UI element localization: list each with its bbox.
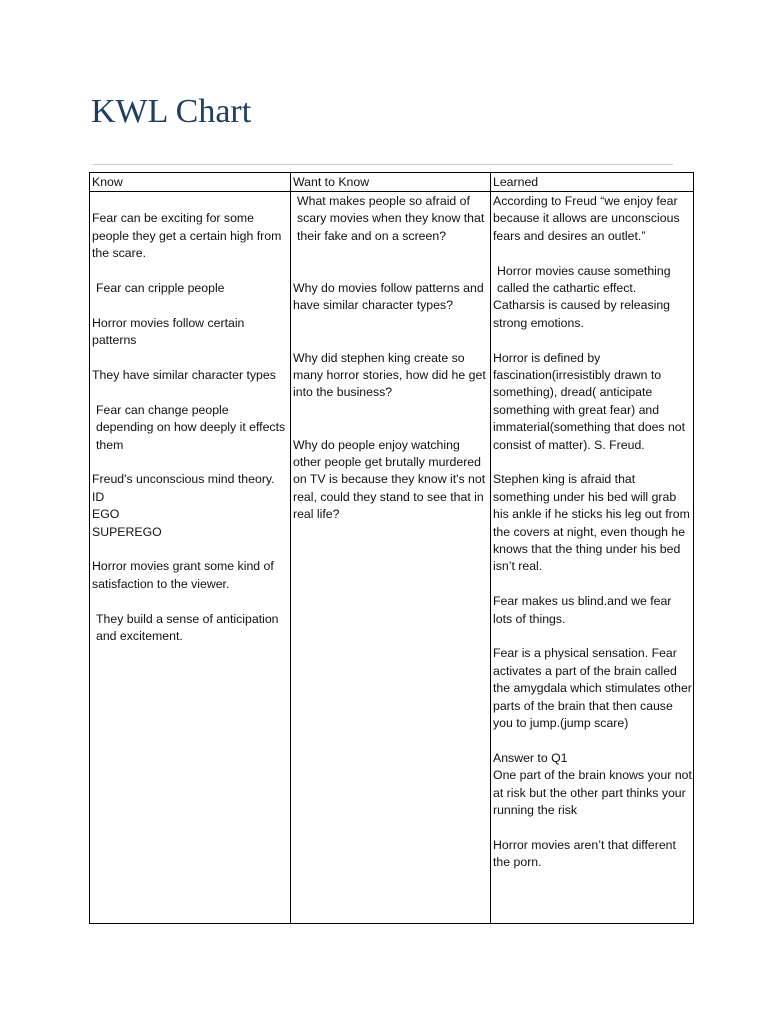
- know-item-freud: [92, 471, 289, 541]
- learned-item: Horror movies cause something called the cathartic effect.: [497, 263, 671, 296]
- know-item: Horror movies grant some kind of satisfaction to the viewer.: [92, 559, 274, 591]
- learned-item: Fear is a physical sensation. Fear activates a part of the brain called the amygdala which stimulates other parts of the brain that then cause you to jump.(jump scare): [493, 646, 692, 731]
- table-header-row: [90, 173, 694, 192]
- know-item: Freud's unconscious mind theory.: [92, 472, 275, 487]
- header-learned: Learned: [491, 173, 694, 192]
- learned-cell: [491, 192, 694, 924]
- learned-item: Fear makes us blind.and we fear lots of things.: [493, 594, 672, 626]
- want-to-know-cell: [291, 192, 491, 924]
- title-divider: [93, 164, 673, 165]
- want-item: Why do movies follow patterns and have similar character types?: [293, 281, 484, 313]
- know-item: Fear can cripple people: [96, 281, 225, 295]
- know-item: EGO: [92, 507, 120, 522]
- learned-item-catharsis: [493, 263, 692, 333]
- learned-item: Horror is defined by fascination(irresistibly drawn to something), dread( anticipate something with great fear) and immaterial(something that does not consist of matter). S. Freud.: [493, 350, 686, 452]
- know-item: Horror movies follow certain patterns: [92, 315, 245, 348]
- know-item: They have similar character types: [92, 368, 276, 382]
- learned-item: One part of the brain knows your not at risk but the other part thinks your running the risk: [493, 768, 692, 818]
- know-item: Fear can be exciting for some people they get a certain high from the scare.: [92, 211, 282, 261]
- know-item: Fear can change people depending on how deeply it effects them: [96, 402, 286, 452]
- know-item: They build a sense of anticipation and excitement.: [96, 611, 279, 644]
- learned-item: Horror movies aren’t that different the porn.: [493, 837, 676, 870]
- kwl-table: [89, 172, 694, 924]
- learned-item: According to Freud “we enjoy fear because it allows are unconscious fears and desires an outlet.”: [493, 194, 680, 243]
- table-body-row: [90, 192, 694, 924]
- header-want-to-know: Want to Know: [291, 173, 491, 192]
- know-cell: [90, 192, 291, 924]
- want-item: What makes people so afraid of scary movies when they know that their fake and on a screen?: [297, 194, 485, 243]
- want-item: Why did stephen king create so many horror stories, how did he get into the business?: [293, 350, 486, 400]
- know-item: SUPEREGO: [92, 524, 162, 539]
- header-know: Know: [90, 173, 291, 192]
- learned-item: Catharsis is caused by releasing strong emotions.: [493, 298, 671, 330]
- learned-item: Stephen king is afraid that something under his bed will grab his ankle if he sticks his leg out from the covers at night, even though he knows that the thing under his bed isn’t real.: [493, 472, 690, 574]
- learned-item-answer: [493, 750, 692, 820]
- page-title: KWL Chart: [91, 93, 252, 130]
- learned-item: Answer to Q1: [493, 750, 568, 765]
- know-item: ID: [92, 489, 105, 504]
- want-item: Why do people enjoy watching other people get brutally murdered on TV is because they know it's not real, could they stand to see that in real life?: [293, 437, 486, 522]
